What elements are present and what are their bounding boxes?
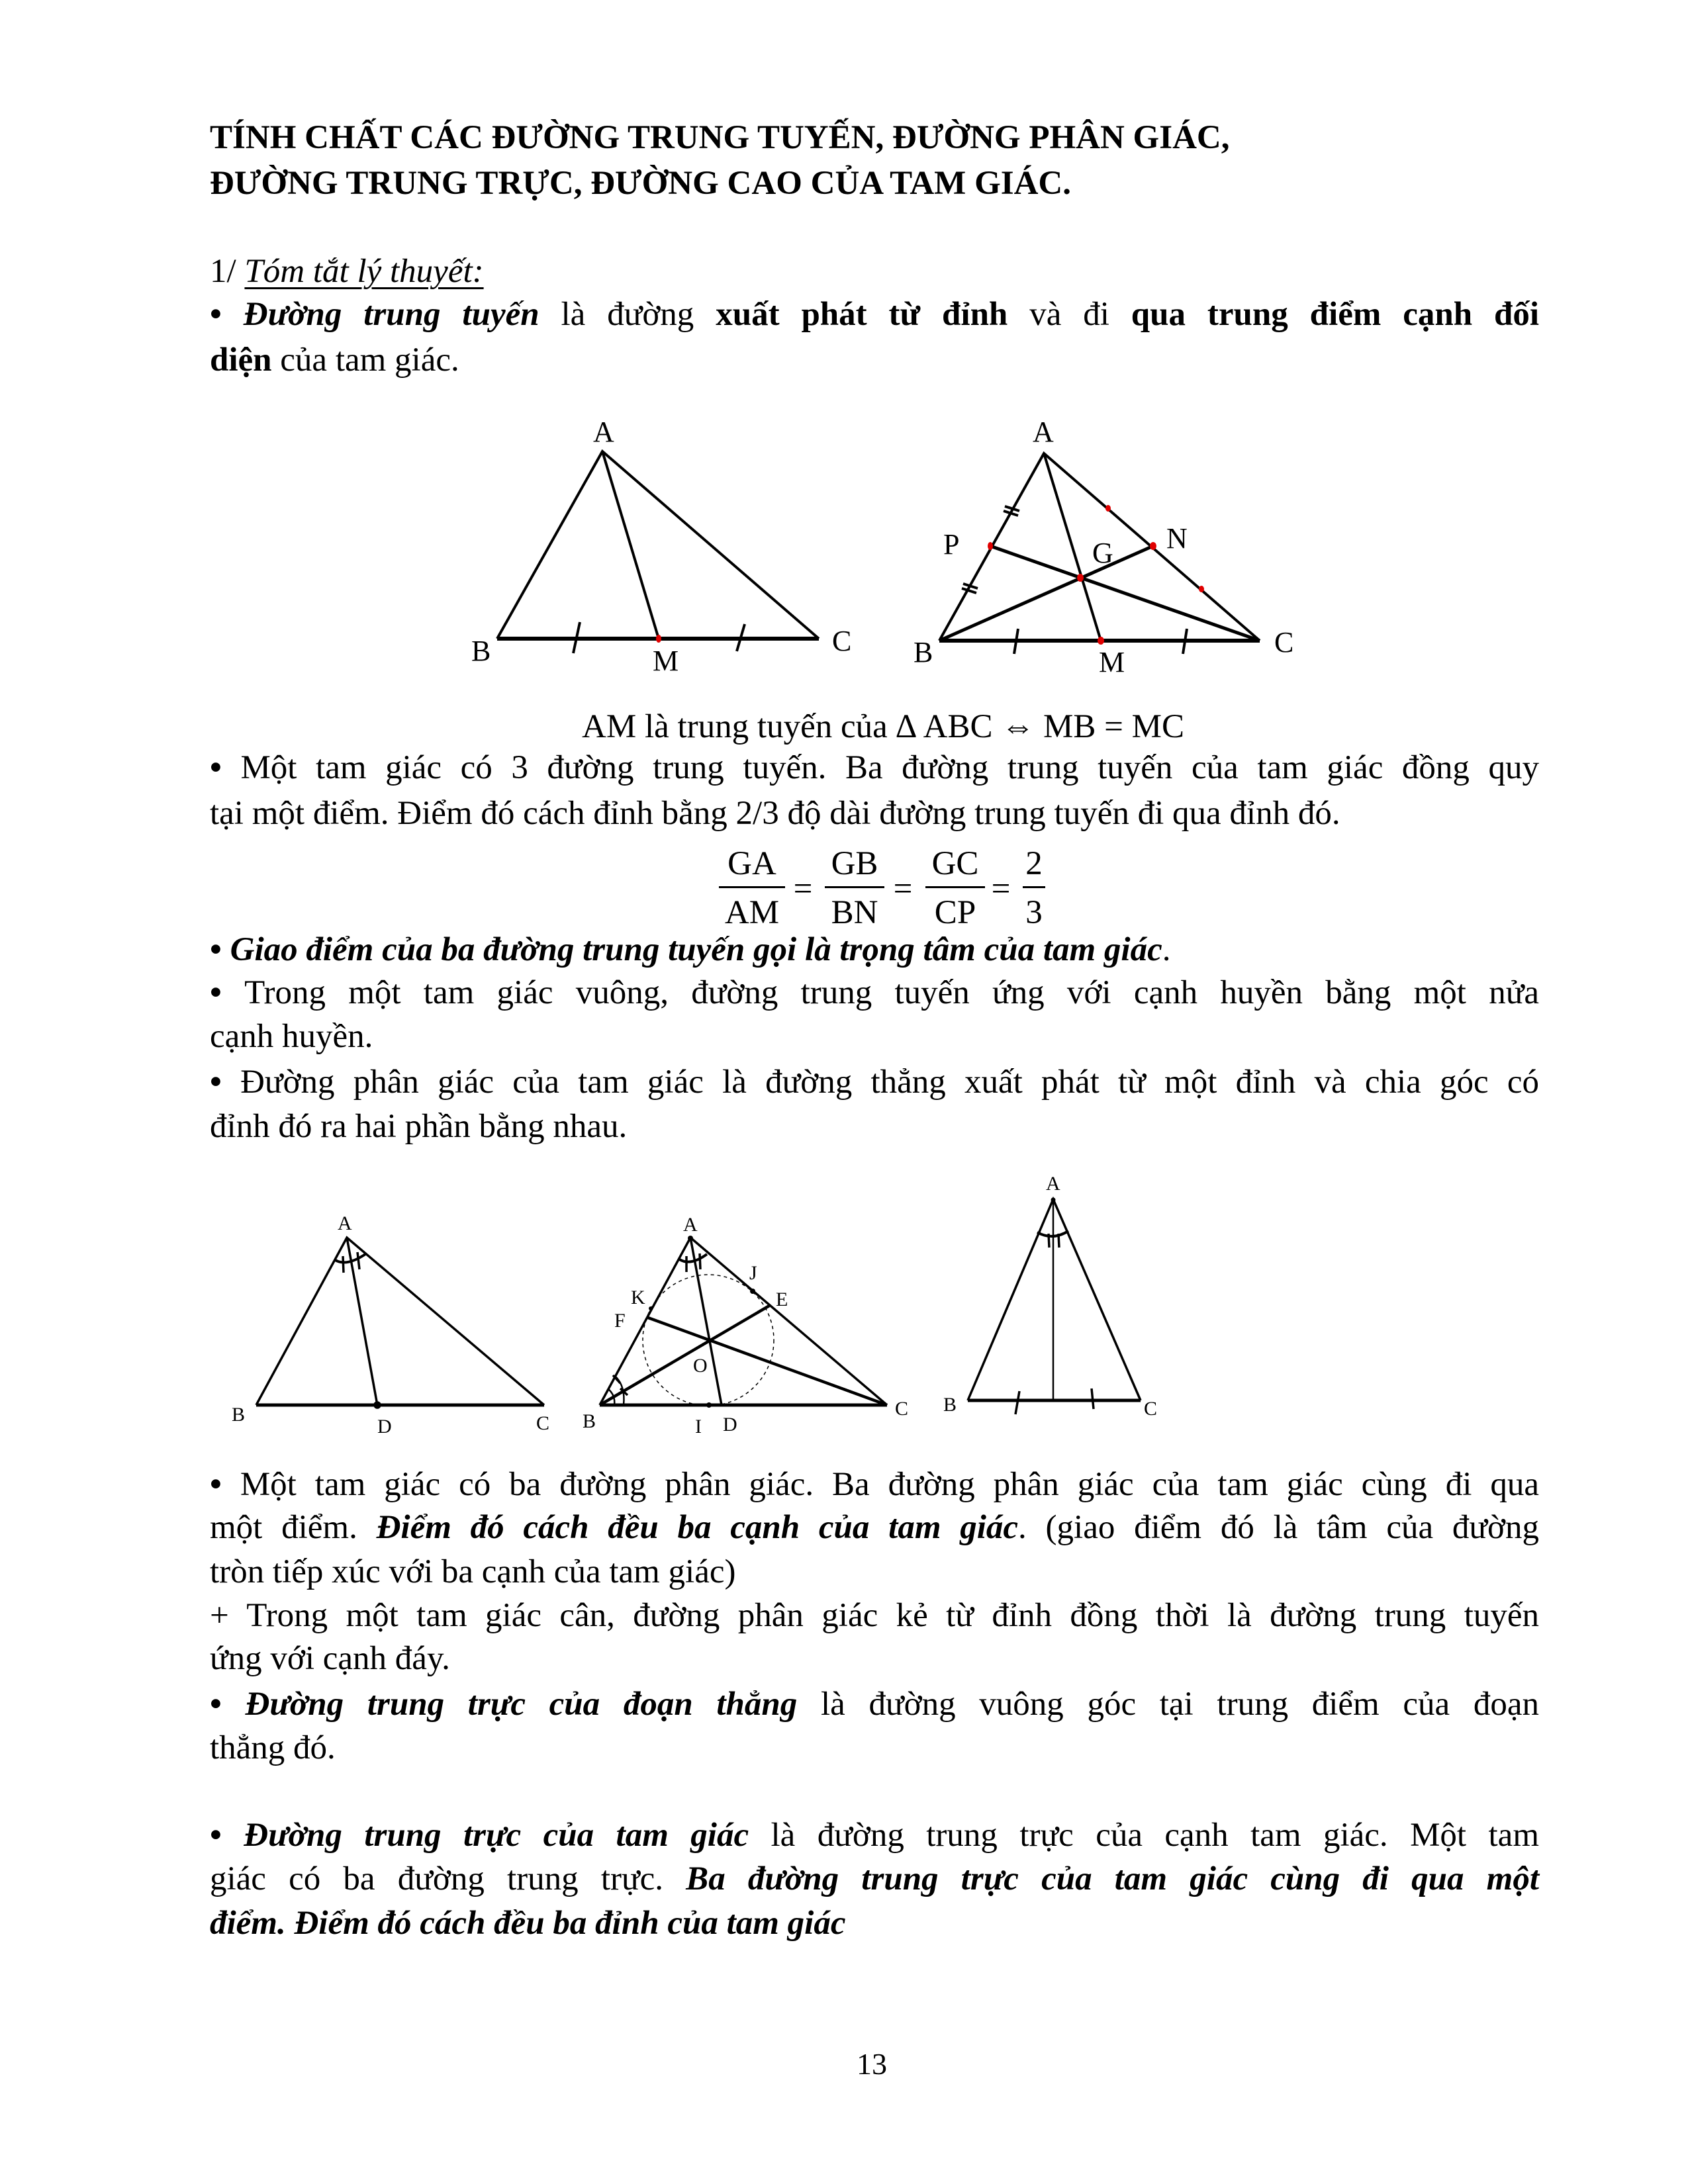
formula-denominator: BN xyxy=(831,894,878,931)
label-m: M xyxy=(1099,646,1125,678)
label-j: J xyxy=(749,1262,757,1284)
label-a: A xyxy=(593,416,614,448)
text-run: diện xyxy=(210,341,272,379)
label-f: F xyxy=(614,1310,626,1332)
text-run: qua trung điểm cạnh đối xyxy=(1131,296,1540,333)
label-e: E xyxy=(776,1289,788,1310)
text-run: thẳng đó. xyxy=(210,1729,336,1766)
formula-denominator: AM xyxy=(724,894,780,931)
text-run: Tóm tắt lý thuyết: xyxy=(244,253,484,290)
label-a: A xyxy=(1046,1173,1060,1195)
label-a: A xyxy=(1033,416,1054,448)
bisector-cf xyxy=(648,1318,887,1405)
label-p: P xyxy=(943,528,960,561)
formula-numerator: GA xyxy=(727,845,776,882)
text-run: Điểm đó cách đều ba cạnh của tam giác xyxy=(376,1509,1019,1546)
label-d: D xyxy=(723,1414,737,1435)
angle-tick xyxy=(343,1256,344,1273)
point-n xyxy=(1150,542,1156,550)
text-run: Trong một tam giác vuông, đường trung tuyến ứng với cạnh huyền bằng một nửa xyxy=(244,974,1539,1011)
text-run: • xyxy=(210,1064,241,1101)
midpoint-dot xyxy=(1199,586,1204,592)
text-run: • xyxy=(210,974,245,1011)
text-run: tròn tiếp xúc với ba cạnh của tam giác) xyxy=(210,1553,736,1590)
figure-bisector-single xyxy=(232,1212,549,1437)
label-k: K xyxy=(631,1287,645,1308)
label-c: C xyxy=(895,1398,909,1420)
formula-numerator: GC xyxy=(931,845,979,882)
point-g xyxy=(1077,574,1084,582)
label-b: B xyxy=(232,1404,246,1426)
figure-isosceles xyxy=(943,1173,1157,1420)
point-k xyxy=(649,1306,653,1310)
text-run: là đường trung trực của cạnh tam giác. Một tam xyxy=(749,1817,1539,1854)
label-c: C xyxy=(1274,626,1294,659)
text-run: 1/ xyxy=(210,253,245,290)
text-run: Đường phân giác của tam giác là đường thẳng xuất phát từ một đỉnh và chia góc có xyxy=(240,1064,1539,1101)
text-run: + Trong một tam giác cân, đường phân giác kẻ từ đỉnh đồng thời là đường trung tuyến xyxy=(210,1597,1539,1634)
label-i: I xyxy=(695,1416,702,1437)
bisector-ad xyxy=(347,1238,377,1405)
formula-numerator: GB xyxy=(831,845,878,882)
point-p xyxy=(988,542,993,550)
text-run: Đường trung trực của tam giác xyxy=(244,1817,749,1854)
point-a xyxy=(1051,1198,1056,1203)
point-d xyxy=(375,1402,380,1408)
text-run: tại một điểm. Điểm đó cách đỉnh bằng 2/3 độ dài đường trung tuyến đi qua đỉnh đó. xyxy=(210,795,1340,832)
label-g: G xyxy=(1092,537,1113,569)
formula-denominator: CP xyxy=(934,894,976,931)
label-b: B xyxy=(914,636,933,668)
formula-equals: = xyxy=(991,870,1011,907)
angle-tick xyxy=(357,1252,359,1269)
text-run: một điểm. xyxy=(210,1509,377,1546)
label-c: C xyxy=(832,625,852,657)
figure-incenter xyxy=(583,1214,908,1437)
text-run: • xyxy=(210,296,244,333)
figure-median-single xyxy=(471,416,851,677)
text-run: Đường trung trực của đoạn thẳng xyxy=(245,1686,798,1723)
text-run: giác có ba đường trung trực. xyxy=(210,1860,686,1897)
point-m xyxy=(1098,637,1104,645)
text-run: • xyxy=(210,931,230,968)
equal-tick xyxy=(1015,1391,1019,1414)
text-run: AM là trung tuyến của ∆ ABC ⇔ MB = MC xyxy=(582,708,1184,745)
formula-numerator: 2 xyxy=(1025,845,1043,882)
text-run: Một tam giác có ba đường phân giác. Ba đường phân giác của tam giác cùng đi qua xyxy=(240,1466,1540,1503)
label-b: B xyxy=(471,635,491,667)
angle-tick xyxy=(1058,1234,1059,1248)
formula-equals: = xyxy=(793,870,813,907)
triangle-sides xyxy=(497,451,819,639)
triangle-sides xyxy=(256,1238,544,1405)
page-number: 13 xyxy=(857,2047,887,2081)
label-c: C xyxy=(1144,1398,1158,1420)
text-run: đỉnh đó ra hai phần bằng nhau. xyxy=(210,1108,628,1145)
label-c: C xyxy=(536,1412,550,1434)
text-run: Giao điểm của ba đường trung tuyến gọi là trọng tâm của tam giác xyxy=(230,931,1162,968)
text-run: là đường xyxy=(539,296,716,333)
label-m: M xyxy=(653,645,679,677)
point-i xyxy=(706,1402,712,1408)
label-d: D xyxy=(377,1416,392,1437)
text-run: của tam giác. xyxy=(271,341,459,379)
formula-denominator: 3 xyxy=(1025,894,1043,931)
label-a: A xyxy=(683,1214,698,1236)
label-a: A xyxy=(338,1212,352,1234)
text-run: • xyxy=(210,1466,240,1503)
text-run: điểm. Điểm đó cách đều ba đỉnh của tam giác xyxy=(210,1905,846,1942)
label-b: B xyxy=(583,1410,596,1432)
formula-equals: = xyxy=(893,870,913,907)
label-b: B xyxy=(943,1394,957,1416)
text-run: là đường vuông góc tại trung điểm của đoạn xyxy=(797,1686,1539,1723)
text-run: • xyxy=(210,749,241,786)
point-a xyxy=(688,1236,693,1241)
text-run: và đi xyxy=(1008,296,1131,333)
bisector-ad xyxy=(690,1238,722,1405)
label-o: O xyxy=(693,1355,708,1377)
text-run: xuất phát từ đỉnh xyxy=(716,296,1008,333)
text-run: Đường trung tuyến xyxy=(243,296,539,333)
text-run: TÍNH CHẤT CÁC ĐƯỜNG TRUNG TUYẾN, ĐƯỜNG PHÂN GIÁC, xyxy=(210,119,1230,156)
text-run: Ba đường trung trực của tam giác cùng đi qua một xyxy=(686,1860,1539,1897)
text-run: • xyxy=(210,1686,246,1723)
text-run: ứng với cạnh đáy. xyxy=(210,1640,450,1677)
triangle-sides xyxy=(968,1199,1141,1400)
text-run: Một tam giác có 3 đường trung tuyến. Ba đường trung tuyến của tam giác đồng quy xyxy=(240,749,1539,786)
text-run: . (giao điểm đó là tâm của đường xyxy=(1018,1509,1539,1546)
midpoint-dot xyxy=(1105,505,1111,512)
label-n: N xyxy=(1166,522,1188,555)
text-run: ĐƯỜNG TRUNG TRỰC, ĐƯỜNG CAO CỦA TAM GIÁC. xyxy=(210,165,1071,202)
text-run: . xyxy=(1162,931,1171,968)
median-am xyxy=(602,451,659,639)
point-m xyxy=(656,635,661,643)
equal-tick xyxy=(1092,1388,1094,1409)
text-run: • xyxy=(210,1817,244,1854)
point-j xyxy=(750,1289,755,1294)
text-run: cạnh huyền. xyxy=(210,1018,373,1055)
figure-centroid xyxy=(914,416,1293,678)
